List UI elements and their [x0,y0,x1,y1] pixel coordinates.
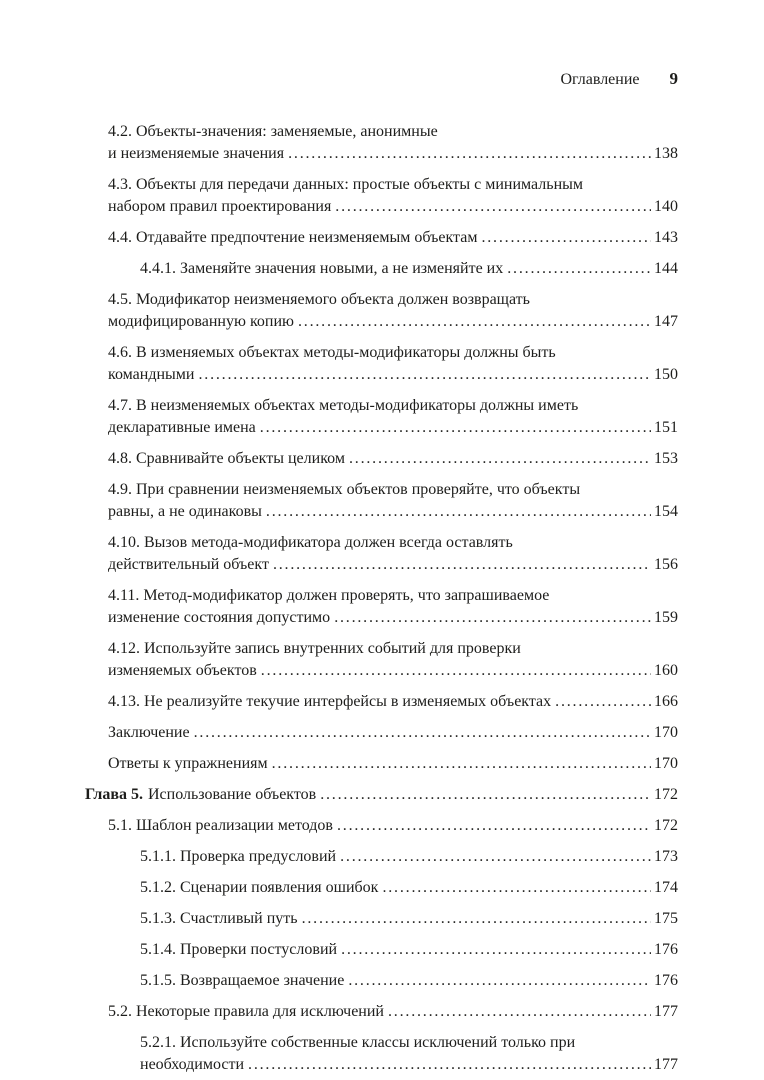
toc-entry-page: 138 [654,145,678,162]
toc-chapter-entry[interactable] [85,784,678,806]
toc-entry-line: 4.10. Вызов метода-модификатора должен всегда оставлять [108,534,513,551]
toc-entry-lastline [108,196,678,218]
toc-entry-page: 160 [654,662,678,679]
toc-entry-page: 175 [654,910,678,927]
toc-entry-lastline [108,364,678,386]
toc-entry-page: 156 [654,556,678,573]
toc-entry-page: 177 [654,1056,678,1073]
toc-entry-page: 150 [654,366,678,383]
toc-entry-page: 170 [654,724,678,741]
dot-leader [335,196,651,218]
toc-entry-page: 140 [654,198,678,215]
toc-entry-page: 172 [654,786,678,803]
toc-entry[interactable] [85,1032,678,1076]
dot-leader [334,607,651,629]
toc-entry-label: Заключение [108,724,190,741]
toc-entry-lastline [140,846,678,868]
toc-entry-label: 5.1.1. Проверка предусловий [140,848,337,865]
dot-leader [349,448,651,470]
toc-entry-label: изменение состояния допустимо [108,609,331,626]
dot-leader [260,417,651,439]
toc-entry-lastline [140,939,678,961]
toc-entry[interactable] [85,939,678,961]
toc-entry[interactable] [85,227,678,249]
toc-entry-label: равны, а не одинаковы [108,503,262,520]
dot-leader [382,877,651,899]
toc-entry-line: 4.9. При сравнении неизменяемых объектов проверяйте, что объекты [108,481,581,498]
toc-entry-label: 5.1.3. Счастливый путь [140,910,298,927]
toc-entry[interactable] [85,479,678,523]
toc-entry-lastline [108,501,678,523]
toc-entry-label: необходимости [140,1056,245,1073]
toc-entry-lastline [108,722,678,744]
toc-entry-lastline [108,660,678,682]
toc-entry[interactable] [85,532,678,576]
toc-entry-label: 4.8. Сравнивайте объекты целиком [108,450,345,467]
toc-entry[interactable] [85,174,678,218]
toc-entry[interactable] [85,258,678,280]
dot-leader [340,846,651,868]
dot-leader [302,908,651,930]
toc-entry-page: 177 [654,1003,678,1020]
toc-entry[interactable] [85,722,678,744]
toc-entry-page: 154 [654,503,678,520]
dot-leader [248,1054,651,1076]
toc-chapter-prefix: Глава 5. [85,786,143,803]
dot-leader [266,501,651,523]
toc-entry-label: 5.1.2. Сценарии появления ошибок [140,879,379,896]
toc-entry[interactable] [85,691,678,713]
toc-entry-lastline [108,417,678,439]
toc-entry-label: 5.1.4. Проверки постусловий [140,941,338,958]
toc-entry-label: модифицированную копию [108,313,294,330]
toc-entry-lastline [140,970,678,992]
dot-leader [348,970,651,992]
toc-entry-lastline [108,691,678,713]
dot-leader [288,143,651,165]
toc-entry-page: 159 [654,609,678,626]
toc-entry-label: 4.13. Не реализуйте текучие интерфейсы в изменяемых объектах [108,693,552,710]
toc-entry-page: 174 [654,879,678,896]
page-header [85,68,678,91]
toc-entry-lastline [140,258,678,280]
toc-entry-label: и неизменяемые значения [108,145,285,162]
toc-entry-page: 172 [654,817,678,834]
toc-entry-page: 170 [654,755,678,772]
toc-entry-lastline [108,607,678,629]
toc-entry-line: 4.5. Модификатор неизменяемого объекта должен возвращать [108,291,530,308]
toc-entry[interactable] [85,638,678,682]
dot-leader [555,691,651,713]
toc-entry-line: 4.7. В неизменяемых объектах методы-модификаторы должны иметь [108,397,579,414]
toc-entry-page: 153 [654,450,678,467]
running-header-title: Оглавление [560,71,640,88]
toc-entry-label: Использование объектов [148,786,317,803]
toc-entry-line: 4.3. Объекты для передачи данных: простые объекты с минимальным [108,176,584,193]
toc-entry-label: 5.2. Некоторые правила для исключений [108,1003,384,1020]
toc-entry-lastline [140,877,678,899]
dot-leader [198,364,651,386]
toc-entry-line: 4.11. Метод-модификатор должен проверять, что запрашиваемое [108,587,550,604]
toc-entry-page: 144 [654,260,678,277]
toc-entry-lastline [108,1001,678,1023]
toc-entry-lastline [108,448,678,470]
toc-entry-page: 166 [654,693,678,710]
toc-entry-label: 5.1. Шаблон реализации методов [108,817,333,834]
toc-entry-label: 4.4. Отдавайте предпочтение неизменяемым объектам [108,229,478,246]
toc-entry[interactable] [85,448,678,470]
dot-leader [341,939,651,961]
toc-entry[interactable] [85,585,678,629]
toc-entry[interactable] [85,815,678,837]
toc-entry[interactable] [85,342,678,386]
toc-entry-lastline [108,554,678,576]
dot-leader [194,722,651,744]
dot-leader [481,227,651,249]
toc-entry[interactable] [85,908,678,930]
toc-entry-label: Ответы к упражнениям [108,755,268,772]
toc-entry[interactable] [85,846,678,868]
toc-entry-page: 143 [654,229,678,246]
toc-entry[interactable] [85,877,678,899]
toc-entry-page: 176 [654,941,678,958]
toc-entry-line: 4.12. Используйте запись внутренних событий для проверки [108,640,521,657]
toc-entry-lastline [108,815,678,837]
toc-entry-label: действительный объект [108,556,269,573]
toc-entry-page: 173 [654,848,678,865]
toc-entry-line: 4.6. В изменяемых объектах методы-модификаторы должны быть [108,344,556,361]
toc-entry-lastline [85,784,678,806]
toc-entry-line: 5.2.1. Используйте собственные классы исключений только при [140,1034,576,1051]
toc-entry-line: 4.2. Объекты-значения: заменяемые, анонимные [108,123,438,140]
toc-entry-lastline [140,1054,678,1076]
dot-leader [507,258,651,280]
toc-entry-label: 5.1.5. Возвращаемое значение [140,972,345,989]
toc-entry[interactable] [85,121,678,165]
dot-leader [272,753,651,775]
toc-entry-label: изменяемых объектов [108,662,257,679]
dot-leader [261,660,651,682]
toc-entry[interactable] [85,289,678,333]
toc-entry-lastline [108,143,678,165]
dot-leader [298,311,651,333]
toc-entry-lastline [140,908,678,930]
toc-entry-page: 147 [654,313,678,330]
toc-entry-label: декларативные имена [108,419,256,436]
toc-entry-page: 176 [654,972,678,989]
dot-leader [320,784,651,806]
toc-entry-lastline [108,753,678,775]
toc-entry-page: 151 [654,419,678,436]
toc-entry-label: 4.4.1. Заменяйте значения новыми, а не изменяйте их [140,260,504,277]
toc-entry[interactable] [85,753,678,775]
toc-entry[interactable] [85,395,678,439]
toc-entry[interactable] [85,970,678,992]
dot-leader [273,554,651,576]
dot-leader [337,815,651,837]
toc-entry-label: командными [108,366,195,383]
toc-entry-label: набором правил проектирования [108,198,332,215]
toc-entry-lastline [108,227,678,249]
dot-leader [388,1001,651,1023]
page-number: 9 [669,69,678,88]
toc-entry[interactable] [85,1001,678,1023]
toc-entry-lastline [108,311,678,333]
toc-list [85,121,678,1076]
